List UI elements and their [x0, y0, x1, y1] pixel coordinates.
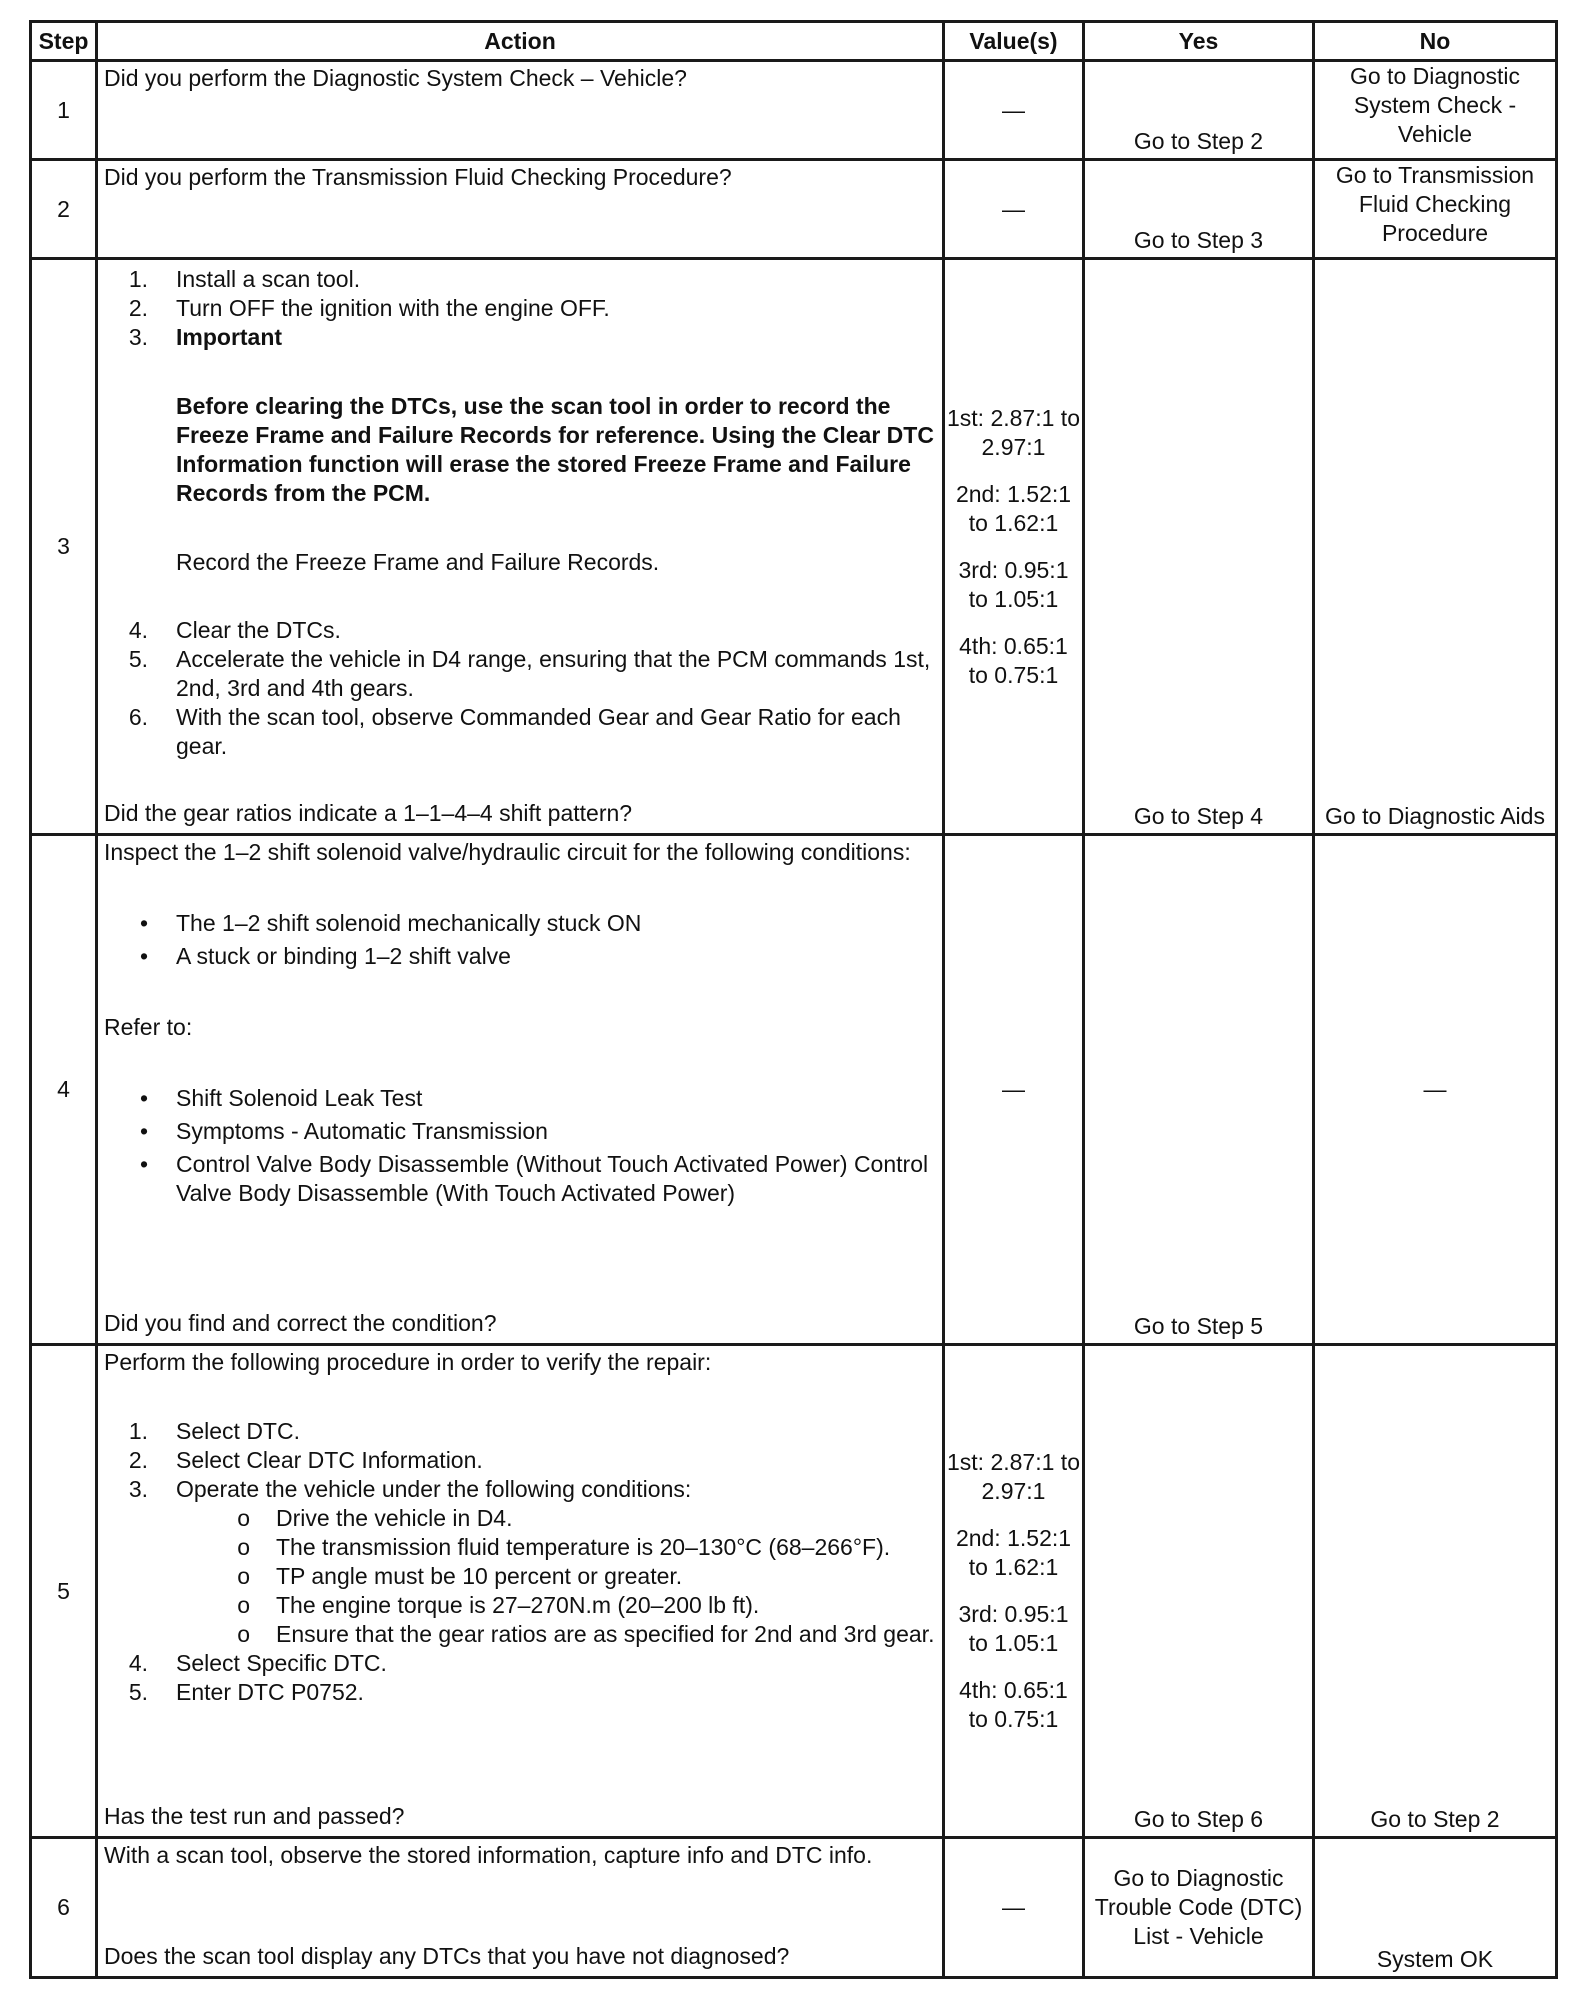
gear-ratio-1st: 1st: 2.87:1 to 2.97:1	[947, 1449, 1080, 1504]
list-item: • The 1–2 shift solenoid mechanically stuck ON	[139, 910, 642, 936]
list-item: 3. Important	[128, 324, 283, 350]
gear-ratio-1st: 1st: 2.87:1 to 2.97:1	[947, 404, 1080, 460]
no-cell: Go to Diagnostic Aids	[1314, 259, 1557, 835]
no-cell: —	[1314, 835, 1557, 1345]
values-cell	[944, 259, 1084, 835]
table-row-step-1	[31, 61, 1557, 160]
action-cell	[97, 160, 944, 259]
list-item: 1. Install a scan tool.	[128, 266, 361, 292]
table-row-step-2	[31, 160, 1557, 259]
sub-item: o The engine torque is 27–270N.m (20–200 lb ft).	[237, 1592, 760, 1618]
references-list	[104, 1084, 936, 1208]
step-question: Did you find and correct the condition?	[104, 1310, 497, 1336]
procedure-list	[104, 265, 936, 761]
action-cell	[97, 259, 944, 835]
header-yes: Yes	[1084, 22, 1314, 61]
list-item: 5. Enter DTC P0752.	[128, 1679, 364, 1705]
important-note: Before clearing the DTCs, use the scan tool in order to record the Freeze Frame and Failure Records for reference. Using the Clear DTC Information function will erase the stored Freeze Frame and Failure Records from the PCM.	[176, 393, 934, 506]
yes-cell: Go to Step 3	[1084, 160, 1314, 259]
table-row-step-6	[31, 1838, 1557, 1978]
step-intro: Inspect the 1–2 shift solenoid valve/hydraulic circuit for the following conditions:	[104, 839, 911, 865]
step-intro: With a scan tool, observe the stored information, capture info and DTC info.	[104, 1842, 873, 1868]
yes-cell: Go to Step 2	[1084, 61, 1314, 160]
header-values: Value(s)	[944, 22, 1084, 61]
procedure-list	[104, 1417, 936, 1707]
gear-ratio-3rd: 3rd: 0.95:1 to 1.05:1	[958, 556, 1069, 612]
record-note: Record the Freeze Frame and Failure Records.	[176, 549, 660, 575]
step-number: 4	[31, 835, 97, 1345]
no-cell: Go to Transmission Fluid Checking Procedure	[1314, 160, 1557, 259]
step-question: Did you perform the Diagnostic System Check – Vehicle?	[104, 65, 687, 91]
no-cell: Go to Diagnostic System Check - Vehicle	[1314, 61, 1557, 160]
step-number: 5	[31, 1345, 97, 1838]
no-cell: System OK	[1314, 1838, 1557, 1978]
table-row-step-4	[31, 835, 1557, 1345]
list-item: • Control Valve Body Disassemble (Without Touch Activated Power) Control Valve Body Disassemble (With Touch Activated Power)	[139, 1151, 929, 1206]
list-item: • Shift Solenoid Leak Test	[139, 1085, 423, 1111]
list-item: • A stuck or binding 1–2 shift valve	[139, 943, 511, 969]
header-step: Step	[31, 22, 97, 61]
table-row-step-3	[31, 259, 1557, 835]
refer-label: Refer to:	[104, 1014, 193, 1040]
step-number: 6	[31, 1838, 97, 1978]
values-cell: —	[944, 61, 1084, 160]
diagnostic-table-sheet	[29, 20, 1555, 1979]
list-item: 4. Select Specific DTC.	[128, 1650, 387, 1676]
yes-cell: Go to Diagnostic Trouble Code (DTC) List - Vehicle	[1084, 1838, 1314, 1978]
no-cell: Go to Step 2	[1314, 1345, 1557, 1838]
conditions-sublist	[104, 1504, 936, 1649]
gear-ratio-4th: 4th: 0.65:1 to 0.75:1	[959, 1677, 1068, 1732]
values-cell	[944, 1345, 1084, 1838]
gear-ratio-4th: 4th: 0.65:1 to 0.75:1	[959, 632, 1068, 688]
list-item: 1. Select DTC.	[128, 1418, 300, 1444]
action-cell	[97, 835, 944, 1345]
table-row-step-5	[31, 1345, 1557, 1838]
list-item: 6. With the scan tool, observe Commanded Gear and Gear Ratio for each gear.	[128, 704, 901, 759]
action-cell	[97, 1838, 944, 1978]
step-number: 1	[31, 61, 97, 160]
sub-item: o Drive the vehicle in D4.	[237, 1505, 513, 1531]
step-number: 2	[31, 160, 97, 259]
step-question: Did the gear ratios indicate a 1–1–4–4 shift pattern?	[104, 800, 633, 826]
yes-cell: Go to Step 5	[1084, 835, 1314, 1345]
sub-item: o The transmission fluid temperature is 20–130°C (68–266°F).	[237, 1534, 891, 1560]
values-cell: —	[944, 160, 1084, 259]
gear-ratio-3rd: 3rd: 0.95:1 to 1.05:1	[958, 1601, 1069, 1656]
list-item: 5. Accelerate the vehicle in D4 range, ensuring that the PCM commands 1st, 2nd, 3rd and 4th gears.	[128, 646, 931, 701]
gear-ratio-2nd: 2nd: 1.52:1 to 1.62:1	[955, 480, 1072, 536]
list-item: 2. Select Clear DTC Information.	[128, 1447, 483, 1473]
sub-item: o Ensure that the gear ratios are as specified for 2nd and 3rd gear.	[237, 1621, 935, 1647]
step-question: Has the test run and passed?	[104, 1803, 405, 1829]
gear-ratio-2nd: 2nd: 1.52:1 to 1.62:1	[955, 1525, 1072, 1580]
header-action: Action	[97, 22, 944, 61]
header-row	[31, 22, 1557, 61]
action-cell	[97, 1345, 944, 1838]
header-no: No	[1314, 22, 1557, 61]
values-cell: —	[944, 1838, 1084, 1978]
diagnostic-table	[29, 20, 1558, 1979]
step-intro: Perform the following procedure in order to verify the repair:	[104, 1349, 712, 1375]
sub-item: o TP angle must be 10 percent or greater.	[237, 1563, 683, 1589]
step-number: 3	[31, 259, 97, 835]
list-item: 3. Operate the vehicle under the following conditions:	[128, 1476, 692, 1502]
list-item: 4. Clear the DTCs.	[128, 617, 341, 643]
yes-cell: Go to Step 6	[1084, 1345, 1314, 1838]
conditions-list	[104, 909, 936, 971]
step-question: Did you perform the Transmission Fluid Checking Procedure?	[104, 164, 732, 190]
list-item: • Symptoms - Automatic Transmission	[139, 1118, 548, 1144]
yes-cell: Go to Step 4	[1084, 259, 1314, 835]
list-item: 2. Turn OFF the ignition with the engine OFF.	[128, 295, 610, 321]
action-cell	[97, 61, 944, 160]
step-question: Does the scan tool display any DTCs that you have not diagnosed?	[104, 1943, 790, 1969]
values-cell: —	[944, 835, 1084, 1345]
